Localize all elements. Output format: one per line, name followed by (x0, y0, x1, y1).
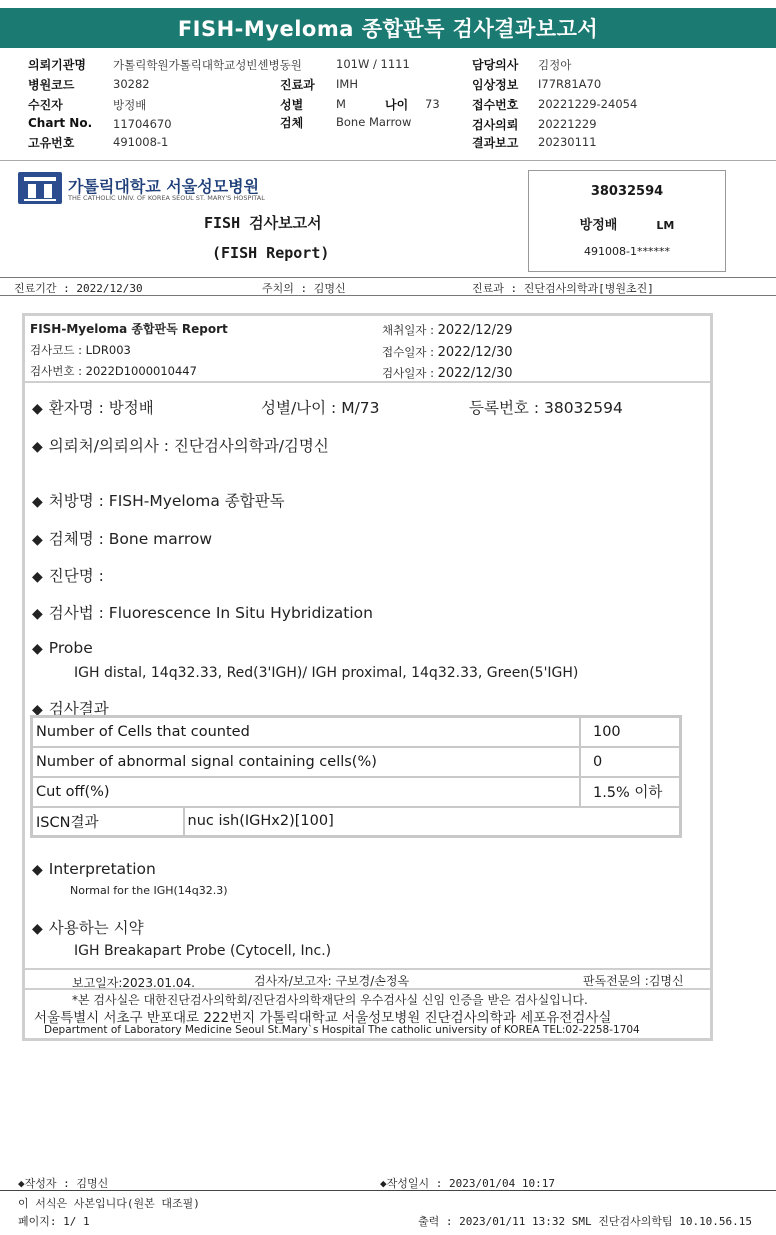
clinical-value: I77R81A70 (538, 77, 602, 91)
results-label: Number of Cells that counted (32, 717, 580, 747)
fish-report-title-ko: FISH 검사보고서 (204, 214, 322, 232)
results-table (30, 715, 682, 838)
test-date-row: 검사일자 : 2022/12/30 (382, 366, 513, 381)
sex-label: 성별 (280, 98, 304, 112)
meta-divider-top (0, 277, 776, 278)
diamond-icon: ◆ (32, 494, 43, 510)
hospital-logo-icon (18, 172, 62, 204)
meta-divider-bottom (0, 295, 776, 296)
diamond-icon: ◆ (32, 606, 43, 622)
section-prescription: ◆ 처방명 : FISH-Myeloma 종합판독 (32, 492, 285, 510)
footer-tester: 검사자/보고자: 구보경/손정옥 (254, 974, 410, 988)
institution-value: 가톨릭학원가톨릭대학교성빈센병동원 (113, 58, 302, 72)
hospital-code-label: 병원코드 (28, 78, 75, 92)
interpretation-text: Normal for the IGH(14q32.3) (70, 884, 228, 897)
table-row (32, 747, 681, 777)
footer-cert: *본 검사실은 대한진단검사의학회/진단검사의학재단의 우수검사실 신임 인증을 받은 검사실입니다. (72, 993, 588, 1007)
chart-value: 11704670 (113, 117, 172, 131)
meta-attending: 주치의 : 김명신 (262, 282, 346, 295)
footer-report-date: 보고일자:2023.01.04. (72, 976, 195, 990)
table-row (32, 777, 681, 807)
section-diagnosis: ◆ 진단명 : (32, 567, 104, 585)
result-value: 20230111 (538, 135, 597, 149)
receive-date-row: 접수일자 : 2022/12/30 (382, 345, 513, 360)
doctor-value: 김정아 (538, 58, 572, 72)
diamond-icon: ◆ (32, 641, 43, 657)
section-referrer: ◆ 의뢰처/의뢰의사 : 진단검사의학과/김명신 (32, 437, 329, 455)
chart-label: Chart No. (28, 116, 93, 130)
age-label: 나이 (385, 98, 409, 112)
ward-value: 101W / 1111 (336, 57, 410, 71)
sex-value: M (336, 97, 346, 111)
results-value: 0 (580, 747, 681, 777)
section-reg-no: 등록번호 : 38032594 (469, 399, 623, 417)
specimen-label: 검체 (280, 116, 304, 130)
hospital-subtitle: THE CATHOLIC UNIV. OF KOREA SEOUL ST. MARY'S HOSPITAL (68, 194, 265, 202)
section-results: ◆ 검사결과 (32, 700, 109, 718)
diamond-icon: ◆ (32, 862, 43, 878)
probe-text: IGH distal, 14q32.33, Red(3'IGH)/ IGH proximal, 14q32.33, Green(5'IGH) (74, 665, 579, 681)
footer-address: 서울특별시 서초구 반포대로 222번지 가톨릭대학교 서울성모병원 진단검사의학과 세포유전검사실 (34, 1010, 612, 1026)
page-written-date: ◆작성일시 : 2023/01/04 10:17 (380, 1177, 555, 1190)
section-sex-age: 성별/나이 : M/73 (261, 399, 380, 417)
patient-box-tag: LM (656, 219, 675, 232)
footer-divider-bottom (24, 988, 711, 990)
patient-label: 수진자 (28, 98, 63, 112)
hospital-name: 가톨릭대학교 서울성모병원 (68, 177, 260, 196)
hospital-code-value: 30282 (113, 77, 150, 91)
request-label: 검사의뢰 (472, 118, 519, 132)
patient-id-box (528, 170, 726, 272)
fish-report-title-en: (FISH Report) (212, 244, 330, 262)
institution-label: 의뢰기관명 (28, 58, 86, 72)
specimen-value: Bone Marrow (336, 115, 412, 129)
reagent-text: IGH Breakapart Probe (Cytocell, Inc.) (74, 943, 332, 959)
report-number: 검사번호 : 2022D1000010447 (30, 364, 197, 378)
request-value: 20221229 (538, 117, 597, 131)
meta-period: 진료기간 : 2022/12/30 (14, 282, 143, 295)
footer-dept-en: Department of Laboratory Medicine Seoul St.Mary`s Hospital The catholic university of KOREA TEL:02-2258-1704 (44, 1024, 640, 1036)
receipt-value: 20221229-24054 (538, 97, 638, 111)
report-code: 검사코드 : LDR003 (30, 343, 131, 357)
diamond-icon: ◆ (32, 569, 43, 585)
footer-reader: 판독전문의 :김명신 (583, 974, 684, 988)
diamond-icon: ◆ (32, 702, 43, 718)
page-number: 페이지: 1/ 1 (18, 1215, 90, 1228)
page-copy-note: 이 서식은 사본입니다(원본 대조필) (18, 1197, 200, 1210)
section-interpretation: ◆ Interpretation (32, 860, 156, 878)
results-value: 1.5% 이하 (580, 777, 681, 807)
report-title: FISH-Myeloma 종합판독 검사결과보고서 (177, 17, 599, 41)
receipt-label: 접수번호 (472, 98, 519, 112)
patient-box-name-row (529, 214, 725, 233)
age-value: 73 (425, 97, 440, 111)
meta-dept: 진료과 : 진단검사의학과[병원초진] (472, 282, 654, 295)
dept-value: IMH (336, 77, 358, 91)
results-label: Cut off(%) (32, 777, 580, 807)
results-label: Number of abnormal signal containing cells(%) (32, 747, 580, 777)
dept-label: 진료과 (280, 78, 315, 92)
patient-box-name: 방정배 (579, 218, 618, 233)
patient-box-id: 491008-1****** (584, 245, 670, 258)
table-row (32, 807, 681, 837)
page-writer: ◆작성자 : 김명신 (18, 1177, 109, 1190)
diamond-icon: ◆ (32, 439, 43, 455)
collect-date-row: 채취일자 : 2022/12/29 (382, 323, 513, 338)
page-printed: 출력 : 2023/01/11 13:32 SML 진단검사의학팀 10.10.56.15 (418, 1215, 753, 1228)
section-patient: ◆ 환자명 : 방정배 (32, 399, 154, 417)
section-specimen: ◆ 검체명 : Bone marrow (32, 530, 213, 548)
diamond-icon: ◆ (32, 532, 43, 548)
patient-value: 방정배 (113, 98, 147, 112)
diamond-icon: ◆ (32, 401, 43, 417)
section-method: ◆ 검사법 : Fluorescence In Situ Hybridization (32, 604, 373, 622)
section-probe: ◆ Probe (32, 639, 93, 657)
table-row (32, 717, 681, 747)
footer-divider-top (24, 968, 711, 970)
patient-box-reg-no: 38032594 (590, 184, 664, 199)
clinical-label: 임상정보 (472, 78, 519, 92)
diamond-icon: ◆ (32, 921, 43, 937)
result-label: 결과보고 (472, 136, 519, 150)
doctor-label: 담당의사 (472, 58, 519, 72)
iscn-value: nuc ish(IGHx2)[100] (184, 807, 681, 837)
unique-label: 고유번호 (28, 136, 75, 150)
unique-value: 491008-1 (113, 135, 169, 149)
report-title-bar (0, 8, 776, 48)
header-divider (0, 160, 776, 161)
results-value: 100 (580, 717, 681, 747)
report-name: FISH-Myeloma 종합판독 Report (30, 322, 228, 336)
page-footer-divider (0, 1190, 776, 1191)
iscn-label: ISCN결과 (32, 807, 184, 837)
section-reagent: ◆ 사용하는 시약 (32, 919, 144, 937)
